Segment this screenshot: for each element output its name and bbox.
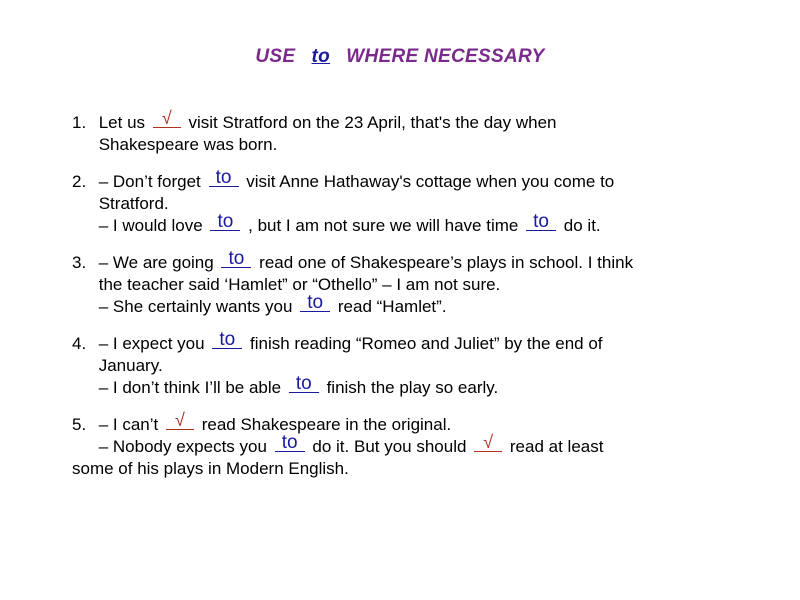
exercise-item (72, 410, 772, 480)
sentence-text: Let us (94, 113, 150, 132)
answer-blank-to[interactable]: to (221, 250, 251, 268)
exercise-item (72, 108, 772, 156)
exercise-number: 4. (72, 334, 87, 353)
sentence-text: read one of Shakespeare’s plays in school. I think (254, 253, 634, 272)
sentence-text: read at least (505, 437, 604, 456)
exercise-number: 5. (72, 415, 87, 434)
exercise-number: 2. (72, 172, 87, 191)
sentence-text: , but I am not sure we will have time (243, 216, 524, 235)
exercise-line (72, 432, 772, 458)
answer-blank-to[interactable]: to (300, 294, 330, 312)
sentence-text: – Don’t forget (94, 172, 206, 191)
sentence-text: finish reading “Romeo and Juliet” by the end of (245, 334, 603, 353)
answer-blank-to[interactable]: to (209, 169, 239, 187)
sentence-text: do it. But you should (307, 437, 472, 456)
title-before: USE (255, 46, 296, 67)
exercise-number: 1. (72, 113, 87, 132)
exercise-line (72, 292, 772, 318)
exercise-line (72, 329, 772, 355)
sentence-text: read “Hamlet”. (333, 297, 447, 316)
exercise-line (72, 274, 772, 296)
exercise-line (72, 108, 772, 134)
title-after: WHERE NECESSARY (346, 46, 545, 67)
exercise-line (72, 410, 772, 436)
sentence-text: finish the play so early. (321, 378, 499, 397)
answer-blank-check[interactable]: √ (474, 434, 502, 452)
answer-blank-to[interactable]: to (210, 213, 240, 231)
exercise-number: 3. (72, 253, 87, 272)
answer-blank-to[interactable]: to (289, 375, 319, 393)
exercise-line (72, 134, 772, 156)
answer-blank-to[interactable]: to (212, 331, 242, 349)
exercise-line (72, 167, 772, 193)
sentence-text: – She certainly wants you (94, 297, 298, 316)
exercise-line (72, 193, 772, 215)
sentence-text: – Nobody expects you (94, 437, 272, 456)
title-fill-word: to (311, 46, 331, 67)
sentence-text: Shakespeare was born. (94, 135, 278, 154)
exercise-line (72, 458, 772, 480)
exercise-line (72, 211, 772, 237)
exercise-item (72, 167, 772, 237)
page-title (0, 46, 800, 68)
sentence-text: January. (94, 356, 163, 375)
sentence-text: – I can’t (94, 415, 163, 434)
answer-blank-check[interactable]: √ (166, 412, 194, 430)
sentence-text: – We are going (94, 253, 219, 272)
exercise-item (72, 248, 772, 318)
answer-blank-to[interactable]: to (526, 213, 556, 231)
sentence-text: read Shakespeare in the original. (196, 415, 452, 434)
sentence-text: – I expect you (94, 334, 210, 353)
exercise-item (72, 329, 772, 399)
sentence-text: visit Stratford on the 23 April, that's the day when (183, 113, 557, 132)
sentence-text: some of his plays in Modern English. (72, 459, 349, 478)
sentence-text: – I don’t think I’ll be able (94, 378, 286, 397)
exercise-list (72, 108, 772, 495)
sentence-text: visit Anne Hathaway's cottage when you come to (241, 172, 615, 191)
sentence-text: do it. (559, 216, 601, 235)
answer-blank-to[interactable]: to (275, 434, 305, 452)
sentence-text: the teacher said ‘Hamlet” or “Othello” – I am not sure. (94, 275, 501, 294)
sentence-text: – I would love (94, 216, 208, 235)
exercise-line (72, 355, 772, 377)
answer-blank-check[interactable]: √ (153, 110, 181, 128)
sentence-text: Stratford. (94, 194, 169, 213)
exercise-line (72, 248, 772, 274)
exercise-line (72, 373, 772, 399)
